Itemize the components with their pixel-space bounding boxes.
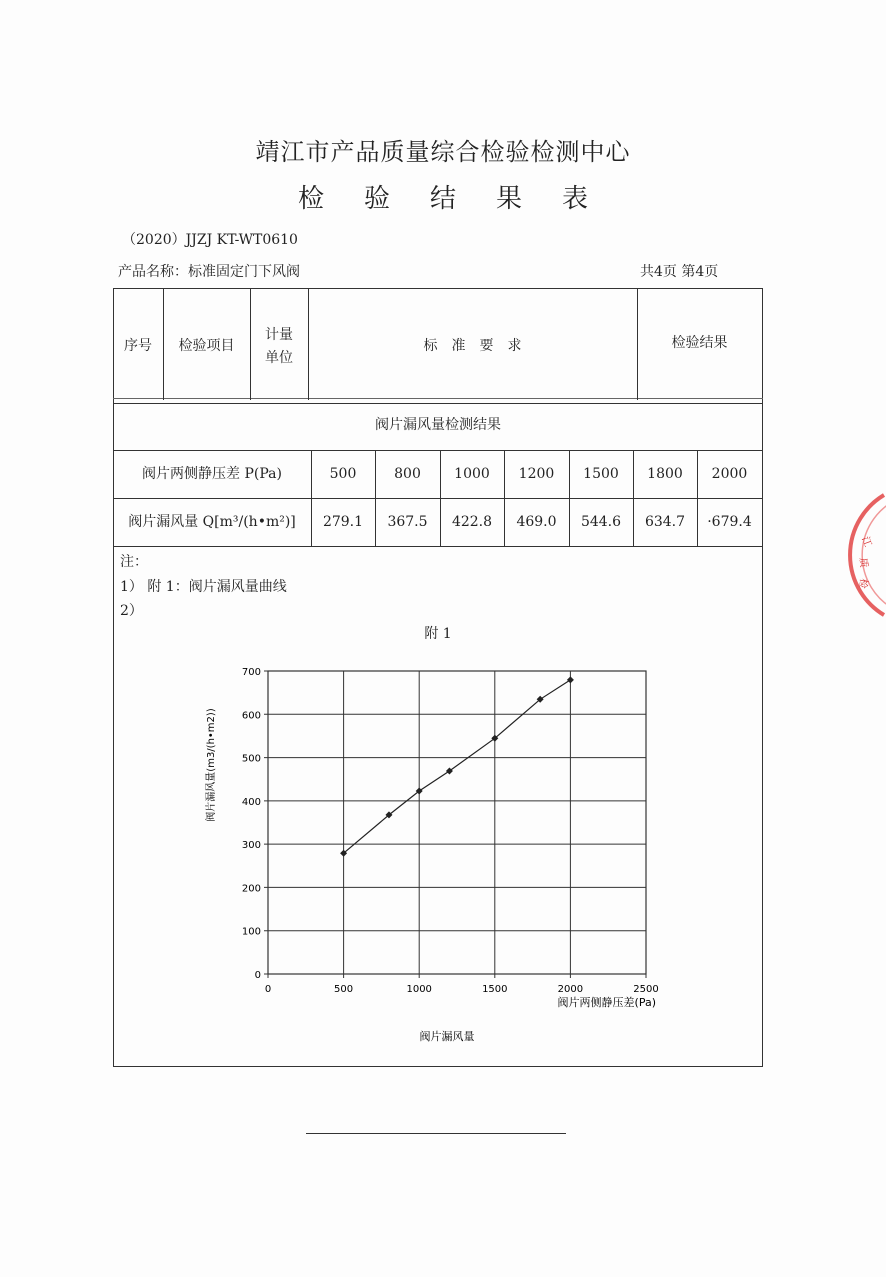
note-item-1: 1） 附 1：阀片漏风量曲线	[120, 579, 287, 595]
leak-value: 469.0	[516, 514, 557, 530]
chart-title: 阀片漏风量	[419, 1030, 475, 1043]
notes-title: 注：	[120, 554, 148, 570]
table-divider	[113, 403, 763, 404]
section-title: 阀片漏风量检测结果	[375, 417, 501, 433]
leak-label: 阀片漏风量 Q[m³/(h•m²)]	[128, 514, 296, 530]
table-border	[762, 288, 763, 1067]
y-axis-label: 阀片漏风量(m3/(h•m2))	[206, 708, 217, 822]
pressure-value: 1800	[647, 466, 683, 482]
document-title	[0, 178, 886, 215]
pressure-value: 800	[394, 466, 421, 482]
title-char: 检	[297, 184, 324, 214]
header-unit-line1: 计量	[265, 327, 293, 343]
report-number: （2020）JJZJ KT-WT0610	[122, 232, 298, 248]
title-char: 结	[429, 184, 456, 214]
leakage-chart	[190, 655, 690, 1055]
leak-value: 422.8	[451, 514, 493, 530]
pressure-label: 阀片两侧静压差 P(Pa)	[142, 466, 282, 482]
x-tick-label: 0	[264, 984, 272, 995]
inspection-seal	[846, 490, 886, 620]
leak-value: ·679.4	[707, 514, 752, 530]
y-tick-label: 400	[241, 796, 261, 808]
header-requirement: 标 准 要 求	[423, 338, 522, 354]
leak-value: 279.1	[322, 514, 364, 530]
y-tick-label: 600	[241, 710, 261, 722]
page-info: 共4页 第4页	[640, 264, 719, 280]
pressure-value: 1500	[583, 466, 619, 482]
x-tick-label: 1000	[406, 984, 432, 995]
table-divider	[113, 498, 763, 499]
organization-title: 靖江市产品质量综合检验检测中心	[255, 138, 631, 166]
table-divider	[113, 398, 763, 399]
table-border	[113, 288, 114, 1067]
svg-text:质: 质	[857, 557, 869, 569]
y-tick-label: 0	[254, 970, 261, 981]
product-name: 产品名称：标准固定门下风阀	[118, 264, 300, 280]
header-result: 检验结果	[671, 335, 728, 351]
pressure-value: 1000	[454, 466, 490, 482]
title-char: 果	[496, 184, 523, 214]
y-tick-label: 100	[241, 926, 261, 938]
figure-caption: 附 1	[424, 626, 452, 642]
y-tick-label: 500	[241, 753, 261, 765]
header-no: 序号	[124, 338, 152, 354]
table-border	[113, 1066, 763, 1067]
data-point	[567, 676, 574, 683]
x-tick-label: 1500	[482, 984, 508, 995]
chart-ticks	[242, 667, 659, 995]
x-tick-label: 2500	[633, 984, 659, 995]
table-divider	[113, 450, 763, 451]
series-line	[344, 680, 571, 853]
leak-value: 367.5	[387, 514, 428, 530]
x-tick-label: 500	[334, 984, 354, 995]
pressure-value: 500	[329, 466, 357, 482]
title-char: 表	[562, 184, 589, 214]
footer-line	[306, 1133, 566, 1134]
table-border	[113, 288, 763, 289]
chart-series	[340, 676, 574, 856]
x-axis-label: 阀片两侧静压差(Pa)	[557, 996, 656, 1009]
header-unit-line2: 单位	[265, 350, 293, 366]
svg-text:检: 检	[856, 577, 869, 590]
y-tick-label: 300	[241, 840, 261, 852]
header-item: 检验项目	[178, 338, 235, 354]
x-tick-label: 2000	[557, 984, 584, 995]
plot-frame	[268, 671, 646, 974]
y-tick-label: 700	[241, 667, 261, 678]
pressure-value: 2000	[711, 466, 748, 482]
table-divider	[113, 546, 763, 547]
leak-value: 544.6	[580, 514, 622, 530]
pressure-value: 1200	[518, 466, 555, 482]
svg-text:江: 江	[859, 535, 873, 549]
title-char: 验	[363, 184, 390, 214]
chart-grid	[264, 671, 646, 978]
leak-value: 634.7	[644, 514, 686, 530]
note-item-2: 2）	[120, 603, 143, 619]
y-tick-label: 200	[241, 883, 261, 895]
